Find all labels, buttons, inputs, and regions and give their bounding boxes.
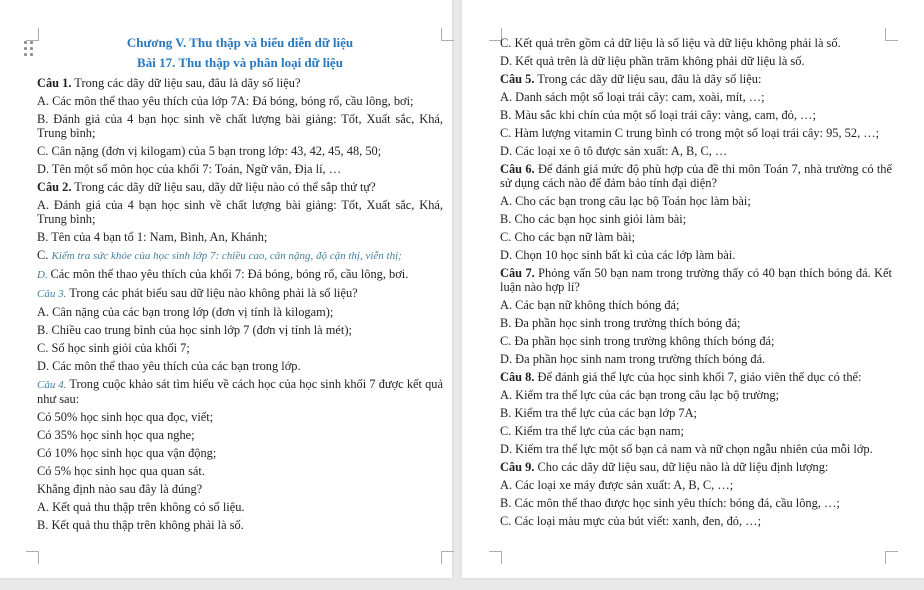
paragraph[interactable] (500, 126, 892, 140)
paragraph[interactable] (500, 406, 892, 420)
page-1-content[interactable] (0, 0, 452, 532)
annotation-text: Kiểm tra sức khỏe của học sinh lớp 7: chiều cao, cân nặng, độ cận thị, viễn thị; (51, 250, 402, 262)
paragraph-text: Câu 6. (500, 162, 535, 176)
paragraph[interactable] (500, 266, 892, 294)
paragraph[interactable] (37, 359, 443, 373)
paragraph[interactable] (37, 377, 443, 406)
paragraph[interactable] (500, 478, 892, 492)
paragraph[interactable] (37, 410, 443, 424)
paragraph[interactable] (500, 72, 892, 86)
paragraph-text: C. Các loại màu mực của bút viết: xanh, đen, đỏ, …; (500, 514, 762, 528)
paragraph-text: C. Kết quả trên gồm cả dữ liệu là số liệu và dữ liệu không phải là số. (500, 36, 841, 50)
paragraph-text: Câu 2. (37, 180, 72, 194)
paragraph-text: D. Chọn 10 học sinh bất kì của các lớp làm bài. (500, 248, 736, 262)
lesson-heading[interactable]: Bài 17. Thu thập và phân loại dữ liệu (137, 55, 343, 70)
paragraph-text: Để đánh giá mức độ phù hợp của đề thi môn Toán 7, nhà trường có thể sử dụng cách nào để đảm bảo tính đại diện? (500, 162, 892, 190)
paragraph[interactable] (500, 352, 892, 366)
paragraph[interactable] (37, 248, 443, 263)
paragraph-text: D. Kết quả trên là dữ liệu phần trăm không phải dữ liệu là số. (500, 54, 805, 68)
paragraph-text: D. Đa phần học sinh nam trong trường thích bóng đá. (500, 352, 766, 366)
paragraph-text: D. Các môn thể thao yêu thích của các bạn trong lớp. (37, 359, 301, 373)
paragraph[interactable] (37, 180, 443, 194)
paragraph[interactable] (500, 334, 892, 348)
paragraph[interactable] (500, 316, 892, 330)
paragraph-text: Có 5% học sinh học qua quan sát. (37, 464, 205, 478)
paragraph-text: A. Đánh giá của 4 bạn học sinh về chất lượng bài giảng: Tốt, Xuất sắc, Khá, Trung bình; (37, 198, 443, 226)
margin-corner-mark (26, 551, 39, 564)
paragraph[interactable] (37, 230, 443, 244)
margin-corner-mark (489, 551, 502, 564)
paragraph[interactable] (500, 54, 892, 68)
paragraph-text: B. Kiểm tra thể lực của các bạn lớp 7A; (500, 406, 697, 420)
paragraph[interactable] (37, 464, 443, 478)
paragraph-text: C. Số học sinh giỏi của khối 7; (37, 341, 190, 355)
paragraph[interactable] (500, 144, 892, 158)
paragraph[interactable] (500, 496, 892, 510)
annotation-text: D. (37, 269, 51, 281)
paragraph[interactable] (37, 286, 443, 301)
paragraph[interactable] (500, 514, 892, 528)
paragraph[interactable] (500, 370, 892, 384)
chapter-heading[interactable]: Chương V. Thu thập và biểu diễn dữ liệu (126, 35, 354, 50)
paragraph-text: Có 10% học sinh học qua vận động; (37, 446, 217, 460)
paragraph[interactable] (37, 482, 443, 496)
paragraph-text: B. Chiều cao trung bình của học sinh lớp 7 (đơn vị tính là mét); (37, 323, 352, 337)
paragraph[interactable] (500, 90, 892, 104)
paragraph-text: A. Cho các bạn trong câu lạc bộ Toán học làm bài; (500, 194, 751, 208)
paragraph-text: Trong các dãy dữ liệu sau, dãy dữ liệu nào có thể sắp thứ tự? (71, 180, 376, 194)
annotation-text: Câu 4. (37, 379, 67, 391)
paragraph[interactable] (500, 194, 892, 208)
paragraph[interactable] (500, 248, 892, 262)
paragraph-text: Có 50% học sinh học qua đọc, viết; (37, 410, 214, 424)
paragraph-text: A. Cân nặng của các bạn trong lớp (đơn vị tính là kilogam); (37, 305, 334, 319)
page-1-paragraphs (37, 76, 443, 532)
paragraph[interactable] (500, 442, 892, 456)
paragraph-text: Khẳng định nào sau đây là đúng? (37, 482, 203, 496)
paragraph-text: Câu 9. (500, 460, 535, 474)
paragraph-text: Trong các dãy dữ liệu sau, đâu là dãy số liệu? (71, 76, 301, 90)
paragraph[interactable] (37, 198, 443, 226)
paragraph-text: A. Danh sách một số loại trái cây: cam, xoài, mít, …; (500, 90, 765, 104)
paragraph-text: C. Đa phần học sinh trong trường không thích bóng đá; (500, 334, 775, 348)
annotation-text: Câu 3. (37, 288, 67, 300)
paragraph-text: B. Kết quả thu thập trên không phải là số. (37, 518, 244, 532)
page-1[interactable] (0, 0, 452, 578)
paragraph-text: B. Các môn thể thao được học sinh yêu thích: bóng đá, cầu lông, …; (500, 496, 840, 510)
paragraph-text: Để đánh giá thể lực của học sinh khối 7, giáo viên thể dục có thể: (534, 370, 862, 384)
paragraph[interactable] (37, 500, 443, 514)
margin-corner-mark (885, 551, 898, 564)
paragraph[interactable] (500, 388, 892, 402)
paragraph[interactable] (37, 305, 443, 319)
paragraph-text: Các môn thể thao yêu thích của khối 7: Đá bóng, bóng rổ, cầu lông, bơi. (50, 267, 409, 281)
page-2-content[interactable] (462, 0, 924, 528)
paragraph-text: C. Kiểm tra thể lực của các bạn nam; (500, 424, 684, 438)
paragraph[interactable] (500, 230, 892, 244)
paragraph-text: B. Đa phần học sinh trong trường thích bóng đá; (500, 316, 741, 330)
paragraph[interactable] (500, 108, 892, 122)
paragraph-text: Trong các phát biểu sau dữ liệu nào không phải là số liệu? (66, 286, 358, 300)
paragraph-text: Trong các dãy dữ liệu sau, đâu là dãy số liệu: (534, 72, 762, 86)
page-2-paragraphs (500, 36, 892, 528)
paragraph-text: A. Các bạn nữ không thích bóng đá; (500, 298, 680, 312)
paragraph-text: A. Kết quả thu thập trên không có số liệu. (37, 500, 245, 514)
page-2[interactable] (462, 0, 924, 578)
paragraph[interactable] (37, 112, 443, 140)
paragraph[interactable] (37, 323, 443, 337)
paragraph-text: Câu 7. (500, 266, 535, 280)
paragraph-text: D. Tên một số môn học của khối 7: Toán, Ngữ văn, Địa lí, … (37, 162, 342, 176)
paragraph-text: C. Cho các bạn nữ làm bài; (500, 230, 636, 244)
paragraph-text: Câu 5. (500, 72, 535, 86)
paragraph[interactable] (500, 460, 892, 474)
paragraph-text: A. Các môn thể thao yêu thích của lớp 7A: Đá bóng, bóng rổ, cầu lông, bơi; (37, 94, 414, 108)
paragraph-text: A. Các loại xe máy được sản xuất: A, B, C, …; (500, 478, 734, 492)
paragraph-text: Câu 8. (500, 370, 535, 384)
paragraph[interactable] (37, 341, 443, 355)
paragraph[interactable] (37, 76, 443, 90)
margin-corner-mark (441, 551, 454, 564)
paragraph-text: Cho các dãy dữ liệu sau, dữ liệu nào là dữ liệu định lượng: (534, 460, 829, 474)
paragraph-text: C. Cân nặng (đơn vị kilogam) của 5 bạn trong lớp: 43, 42, 45, 48, 50; (37, 144, 382, 158)
paragraph-text: Phỏng vấn 50 bạn nam trong trường thấy có 40 bạn thích bóng đá. Kết luận nào hợp lí? (500, 266, 892, 294)
paragraph[interactable] (500, 298, 892, 312)
paragraph-text: C. (37, 248, 52, 262)
paragraph[interactable] (500, 424, 892, 438)
paragraph[interactable] (37, 446, 443, 460)
paragraph[interactable] (37, 267, 443, 282)
paragraph-text: C. Hàm lượng vitamin C trung bình có trong một số loại trái cây: 95, 52, …; (500, 126, 880, 140)
paragraph[interactable] (500, 36, 892, 50)
paragraph-text: Có 35% học sinh học qua nghe; (37, 428, 195, 442)
paragraph-text: B. Đánh giá của 4 bạn học sinh về chất lượng bài giảng: Tốt, Xuất sắc, Khá, Trung bình; (37, 112, 443, 140)
paragraph-text: Câu 1. (37, 76, 72, 90)
paragraph-text: D. Các loại xe ô tô được sản xuất: A, B, C, … (500, 144, 728, 158)
paragraph[interactable] (37, 144, 443, 158)
paragraph[interactable] (500, 212, 892, 226)
paragraph[interactable] (500, 162, 892, 190)
paragraph-text: Trong cuộc khảo sát tìm hiểu về cách học của học sinh khối 7 được kết quả như sau: (37, 377, 444, 406)
paragraph-text: B. Màu sắc khi chín của một số loại trái cây: vàng, cam, đỏ, …; (500, 108, 816, 122)
paragraph-text: B. Cho các bạn học sinh giỏi làm bài; (500, 212, 687, 226)
paragraph[interactable] (37, 518, 443, 532)
paragraph-text: B. Tên của 4 bạn tổ 1: Nam, Bình, An, Khánh; (37, 230, 268, 244)
paragraph[interactable] (37, 428, 443, 442)
paragraph-text: A. Kiểm tra thể lực của các bạn trong câu lạc bộ trường; (500, 388, 780, 402)
paragraph-text: D. Kiểm tra thể lực một số bạn cả nam và nữ chọn ngẫu nhiên của mỗi lớp. (500, 442, 873, 456)
paragraph[interactable] (37, 94, 443, 108)
paragraph[interactable] (37, 162, 443, 176)
